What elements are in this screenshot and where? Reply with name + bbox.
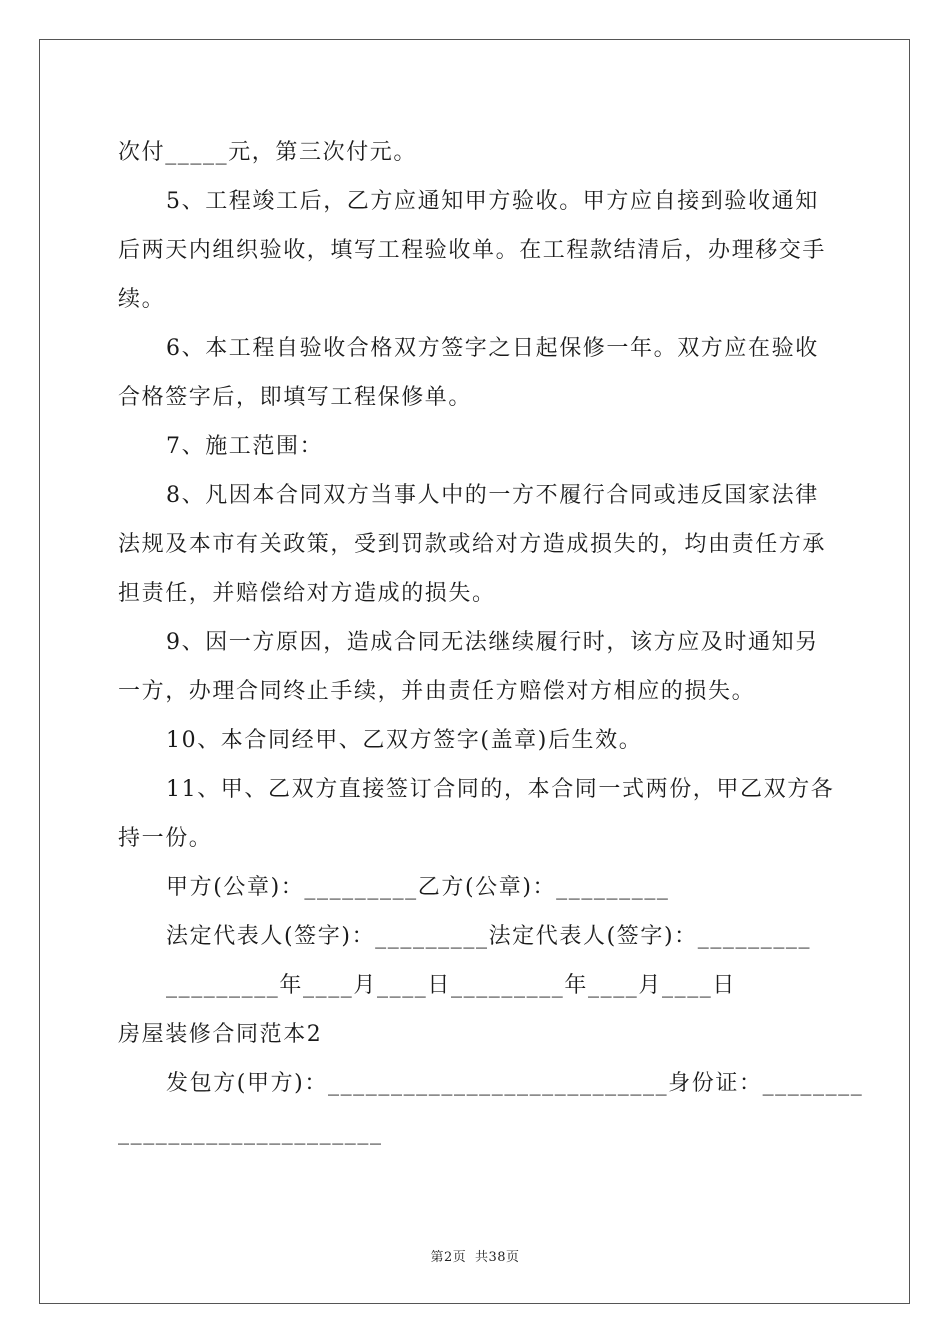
clause-6: 6、本工程自验收合格双方签字之日起保修一年。双方应在验收 — [166, 336, 819, 361]
blank-fill-line: _____________________ — [118, 1120, 383, 1145]
page-footer — [0, 1246, 950, 1265]
text-line: 法规及本市有关政策，受到罚款或给对方造成损失的，均由责任方承 — [118, 532, 827, 557]
text-line: 后两天内组织验收，填写工程验收单。在工程款结清后，办理移交手 — [118, 238, 827, 263]
text-line: 合格签字后，即填写工程保修单。 — [118, 385, 473, 410]
text-line: 担责任，并赔偿给对方造成的损失。 — [118, 581, 496, 606]
signature-date-line: _________年____月____日_________年____月____日 — [166, 973, 737, 998]
clause-10: 10、本合同经甲、乙双方签字(盖章)后生效。 — [166, 728, 643, 753]
page-total: 共38页 — [474, 1250, 520, 1265]
clause-8: 8、凡因本合同双方当事人中的一方不履行合同或违反国家法律 — [166, 483, 819, 508]
clause-11: 11、甲、乙双方直接签订合同的，本合同一式两份，甲乙双方各 — [166, 777, 835, 802]
clause-5: 5、工程竣工后，乙方应通知甲方验收。甲方应自接到验收通知 — [166, 189, 819, 214]
party-a-line: 发包方(甲方)：___________________________身份证：________ — [166, 1071, 864, 1096]
clause-7: 7、施工范围： — [166, 434, 324, 459]
page-number: 第2页 — [430, 1250, 467, 1265]
text-line: 持一份。 — [118, 826, 213, 851]
clause-9: 9、因一方原因，造成合同无法继续履行时，该方应及时通知另 — [166, 630, 819, 655]
document-body — [118, 128, 864, 1157]
text-line: 一方，办理合同终止手续，并由责任方赔偿对方相应的损失。 — [118, 679, 756, 704]
section-title: 房屋装修合同范本2 — [118, 1022, 323, 1047]
signature-seal-line: 甲方(公章)：_________乙方(公章)：_________ — [166, 875, 670, 900]
text-line: 续。 — [118, 287, 166, 312]
text-line: 次付_____元，第三次付元。 — [118, 140, 418, 165]
signature-representative-line: 法定代表人(签字)：_________法定代表人(签字)：_________ — [166, 924, 812, 949]
